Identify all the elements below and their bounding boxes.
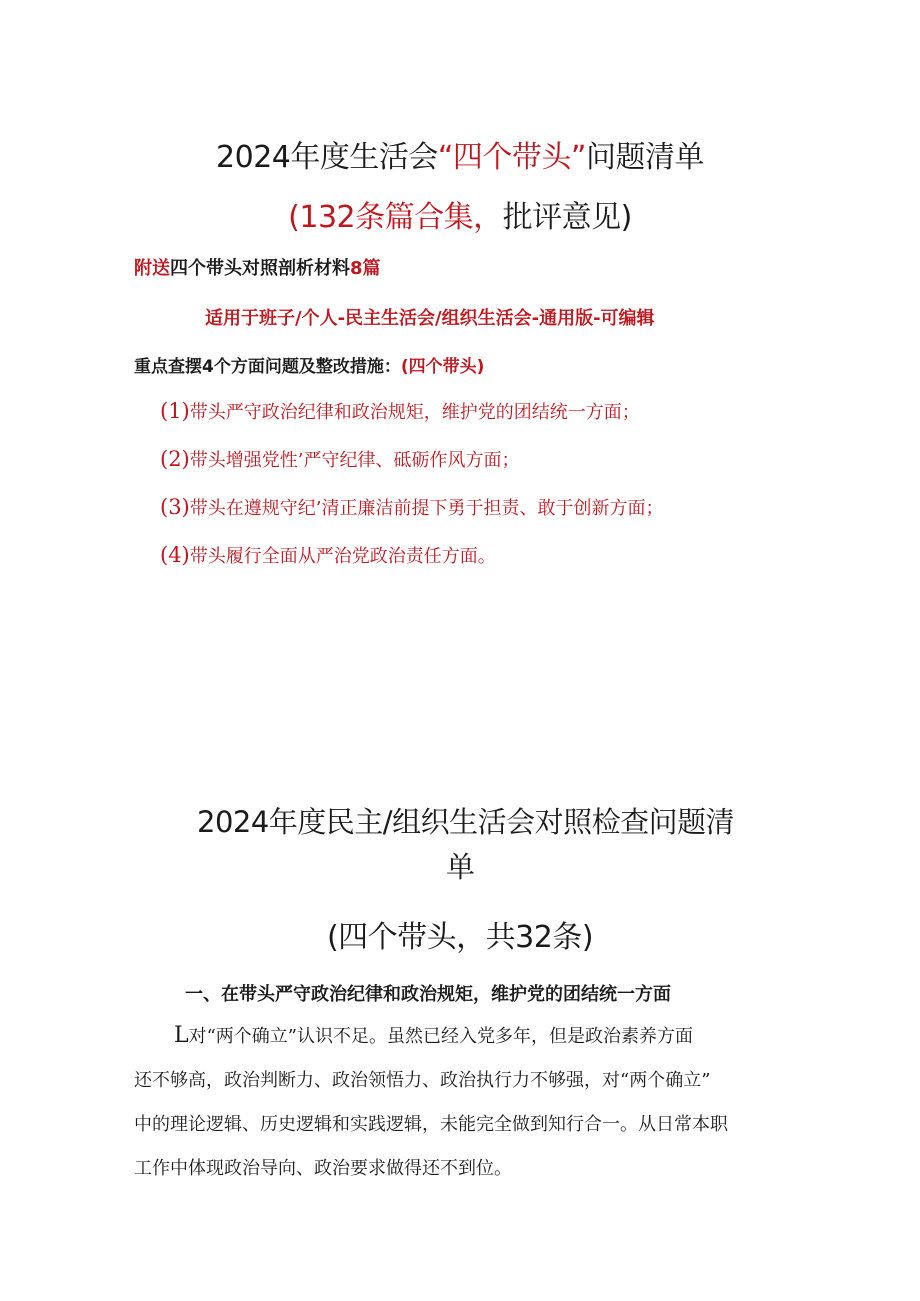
- main-subtitle: [0, 192, 920, 236]
- paragraph-line: 还不够高，政治判断力、政治领悟力、政治执行力不够强，对“两个确立”: [134, 1070, 711, 1091]
- attachment-prefix: 附送: [134, 258, 170, 279]
- focus-item-number: (2): [160, 447, 190, 471]
- main-subtitle-suffix: 批评意见): [502, 200, 632, 235]
- focus-heading-text: 重点查摆4个方面问题及整改措施：: [134, 357, 401, 377]
- list-marker: L: [174, 1023, 189, 1048]
- main-title: [0, 132, 920, 176]
- paragraph-line: 工作中体现政治导向、政治要求做得还不到位。: [134, 1158, 512, 1179]
- paragraph-line: [134, 1014, 798, 1059]
- paragraph-line-text: 对“两个确立”认识不足。虽然已经入党多年，但是政治素养方面: [188, 1026, 694, 1047]
- focus-item: [160, 446, 519, 472]
- attachment-note: [134, 254, 381, 280]
- paragraph-line: 中的理论逻辑、历史逻辑和实践逻辑，未能完全做到知行合一。从日常本职: [134, 1114, 728, 1135]
- attachment-count: 8篇: [350, 258, 381, 279]
- main-title-suffix: 问题清单: [585, 140, 704, 175]
- focus-heading-tag: (四个带头): [400, 357, 485, 377]
- checklist-title-wrap: 单: [446, 850, 476, 884]
- main-title-highlight: “四个带头”: [437, 140, 586, 175]
- focus-item-number: (4): [160, 543, 190, 567]
- focus-item-number: (3): [160, 495, 190, 519]
- focus-item-text: 带头履行全面从严治党政治责任方面。: [189, 546, 496, 567]
- main-title-prefix: 2024年度生活会: [216, 140, 438, 175]
- focus-item: [160, 398, 640, 424]
- section-heading: 一、在带头严守政治纪律和政治规矩，维护党的团结统一方面: [185, 984, 671, 1005]
- checklist-subtitle: (四个带头，共32条): [326, 920, 594, 955]
- focus-heading: [134, 352, 484, 377]
- focus-item: [160, 542, 496, 568]
- checklist-title: 2024年度民主/组织生活会对照检查问题清: [197, 805, 735, 839]
- attachment-text: 四个带头对照剖析材料: [170, 258, 350, 279]
- body-paragraph: [134, 1014, 798, 1191]
- main-subtitle-highlight: (132条篇合集，: [288, 200, 503, 235]
- focus-item-number: (1): [160, 399, 190, 423]
- focus-item: [160, 494, 663, 520]
- focus-item-text: 带头在遵规守纪’清正廉洁前提下勇于担责、敢于创新方面；: [189, 498, 664, 519]
- scope-note: 适用于班子/个人-民主生活会/组织生活会-通用版-可编辑: [205, 308, 655, 329]
- focus-item-text: 带头增强党性’严守纪律、砥砺作风方面；: [189, 450, 520, 471]
- focus-item-text: 带头严守政治纪律和政治规矩，维护党的团结统一方面；: [189, 402, 640, 423]
